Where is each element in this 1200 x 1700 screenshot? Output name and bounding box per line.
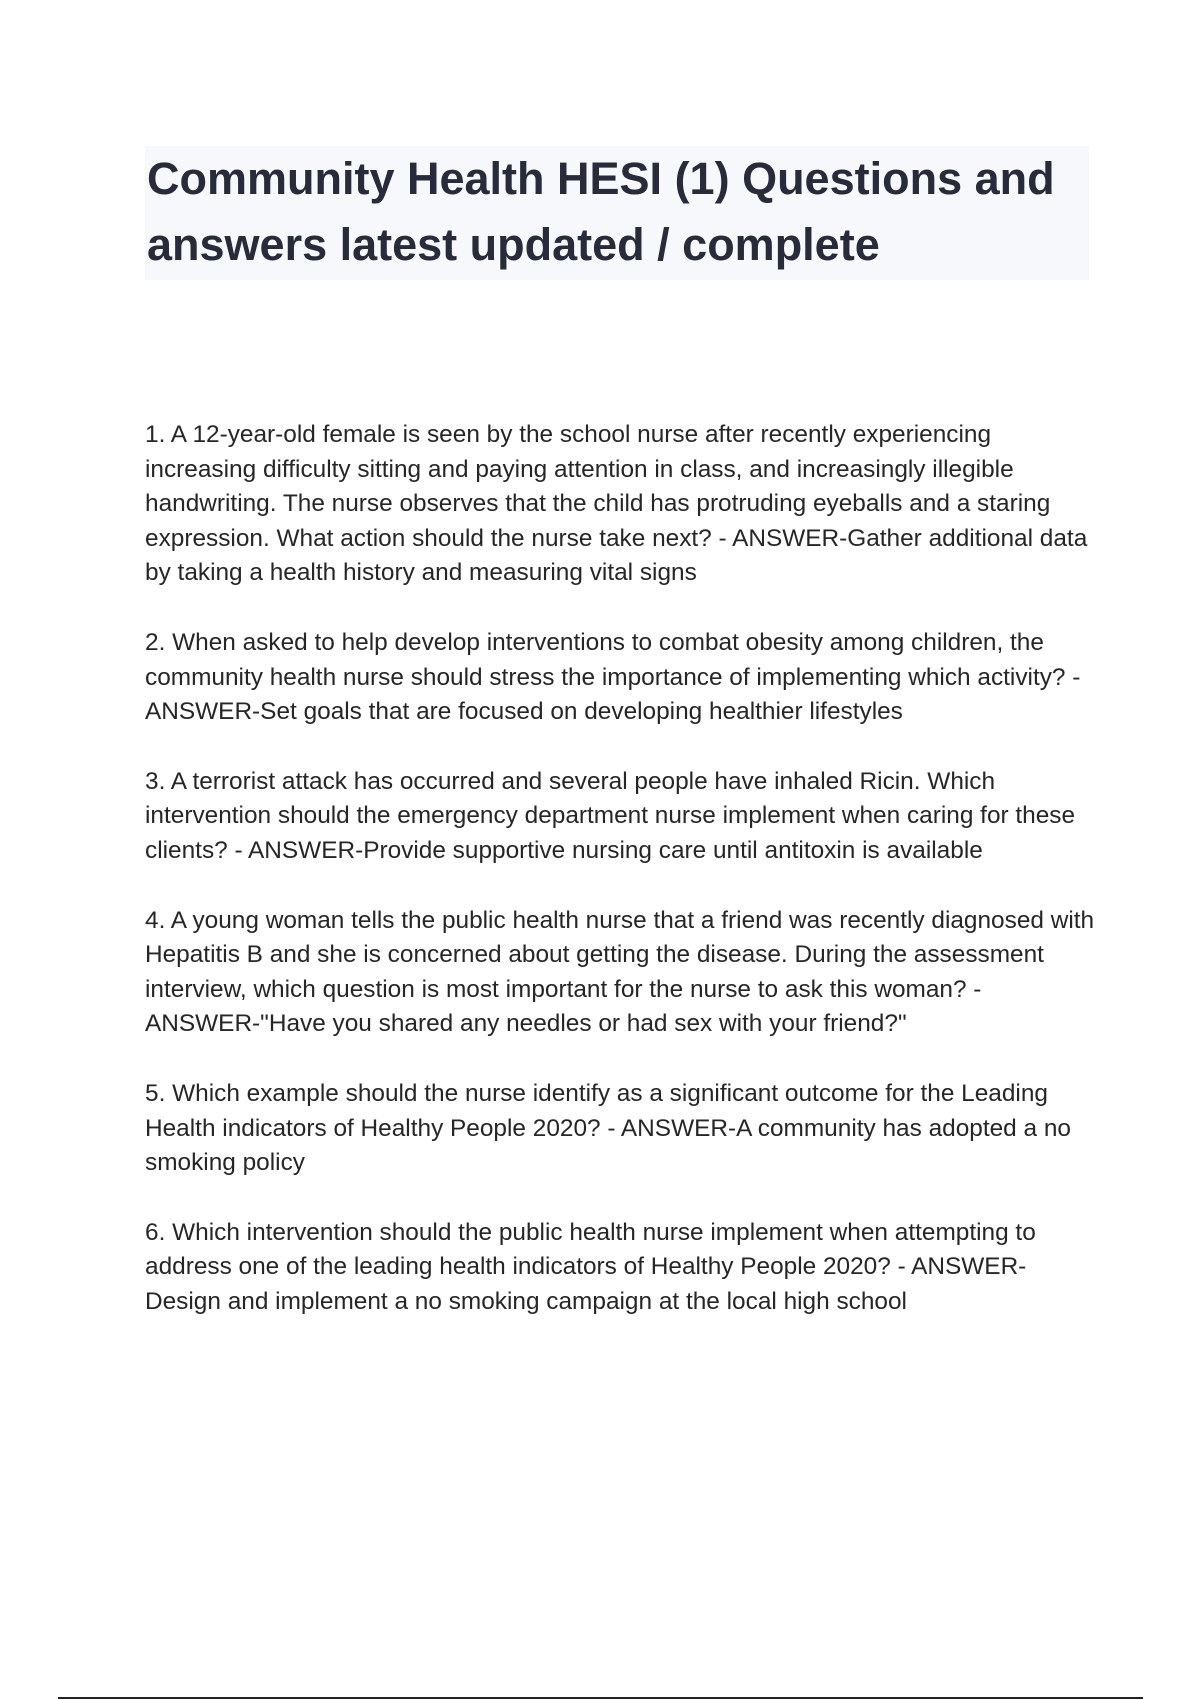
footer-divider [58, 1697, 1143, 1699]
question-list [145, 418, 1095, 1354]
question-item-2: 2. When asked to help develop interventions to combat obesity among children, the community health nurse should stress the importance of implementing which activity? - ANSWER-Set goals that are focused on developing healthier lifestyles [145, 628, 1081, 726]
question-item-1: 1. A 12-year-old female is seen by the school nurse after recently experiencing increasing difficulty sitting and paying attention in class, and increasingly illegible handwriting. The nurse observes that the child has protruding eyeballs and a staring expression. What action should the nurse take next? - ANSWER-Gather additional data by taking a health history and measuring vital signs [145, 421, 1088, 587]
document-title: Community Health HESI (1) Questions and answers latest updated / complete [147, 153, 1055, 270]
question-item-5: 5. Which example should the nurse identify as a significant outcome for the Leading Health indicators of Healthy People 2020? - ANSWER-A community has adopted a no smoking policy [145, 1079, 1071, 1177]
question-item-6: 6. Which intervention should the public health nurse implement when attempting to address one of the leading health indicators of Healthy People 2020? - ANSWER-Design and implement a no smoking campaign at the local high school [145, 1218, 1036, 1315]
question-item-3: 3. A terrorist attack has occurred and several people have inhaled Ricin. Which intervention should the emergency department nurse implement when caring for these clients? - ANSWER-Provide supportive nursing care until antitoxin is available [145, 767, 1076, 864]
question-item-4: 4. A young woman tells the public health nurse that a friend was recently diagnosed with Hepatitis B and she is concerned about getting the disease. During the assessment interview, which question is most important for the nurse to ask this woman? - ANSWER-"Have you shared any needles or had sex with your friend?" [145, 906, 1095, 1038]
title-banner [145, 146, 1089, 280]
